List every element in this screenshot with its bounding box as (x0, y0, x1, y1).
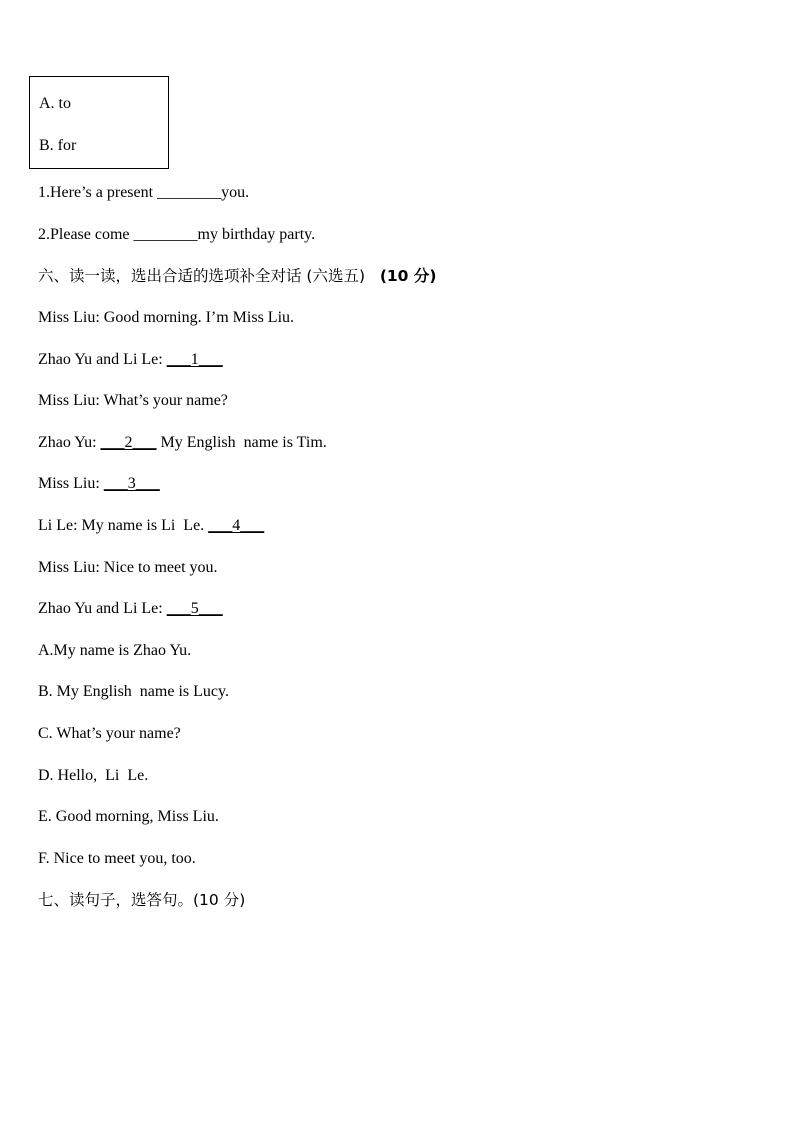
word-option-b: B. for (39, 137, 77, 154)
dialogue-blank-1[interactable]: ___1___ (166, 351, 223, 368)
dialogue-text: My English name is Tim. (156, 434, 327, 451)
dialogue-line-8 (38, 599, 223, 619)
option-a: A.My name is Zhao Yu. (38, 642, 192, 659)
option-b: B. My English name is Lucy. (38, 683, 229, 700)
dialogue-line-5 (38, 474, 160, 494)
dialogue-speaker: Li Le: My name is Li Le. (38, 517, 209, 534)
section-6-title: 六、读一读，选出合适的选项补全对话 (六选五) (38, 267, 366, 285)
option-f: F. Nice to meet you, too. (38, 850, 196, 867)
fill-question-2: 2.Please come ________my birthday party. (38, 226, 316, 243)
dialogue-speaker: Zhao Yu and Li Le: (38, 351, 167, 368)
dialogue-line-2 (38, 350, 223, 370)
option-d: D. Hello, Li Le. (38, 767, 149, 784)
section-6-heading (38, 266, 436, 286)
dialogue-blank-3[interactable]: ___3___ (103, 475, 160, 492)
option-e: E. Good morning, Miss Liu. (38, 808, 219, 825)
fill-question-1: 1.Here’s a present ________you. (38, 184, 250, 201)
dialogue-speaker: Zhao Yu and Li Le: (38, 600, 167, 617)
dialogue-speaker: Miss Liu: (38, 475, 104, 492)
section-6-score: (10 分) (379, 267, 437, 285)
word-bank-box (29, 76, 169, 169)
dialogue-line-3 (38, 391, 228, 411)
section-7-heading: 七、读句子，选答句。(10 分) (38, 891, 246, 909)
dialogue-line-6 (38, 516, 264, 536)
dialogue-line-1 (38, 308, 294, 328)
dialogue-text: Good morning. I’m Miss Liu. (103, 309, 295, 326)
dialogue-line-7 (38, 558, 218, 578)
dialogue-speaker: Miss Liu: (38, 309, 104, 326)
dialogue-blank-5[interactable]: ___5___ (166, 600, 223, 617)
dialogue-text: What’s your name? (103, 392, 228, 409)
dialogue-blank-2[interactable]: ___2___ (100, 434, 157, 451)
option-c: C. What’s your name? (38, 725, 181, 742)
dialogue-blank-4[interactable]: ___4___ (208, 517, 265, 534)
dialogue-speaker: Miss Liu: (38, 559, 104, 576)
dialogue-speaker: Zhao Yu: (38, 434, 101, 451)
word-option-a: A. to (39, 95, 71, 112)
dialogue-speaker: Miss Liu: (38, 392, 104, 409)
dialogue-line-4 (38, 433, 327, 453)
dialogue-text: Nice to meet you. (103, 559, 218, 576)
